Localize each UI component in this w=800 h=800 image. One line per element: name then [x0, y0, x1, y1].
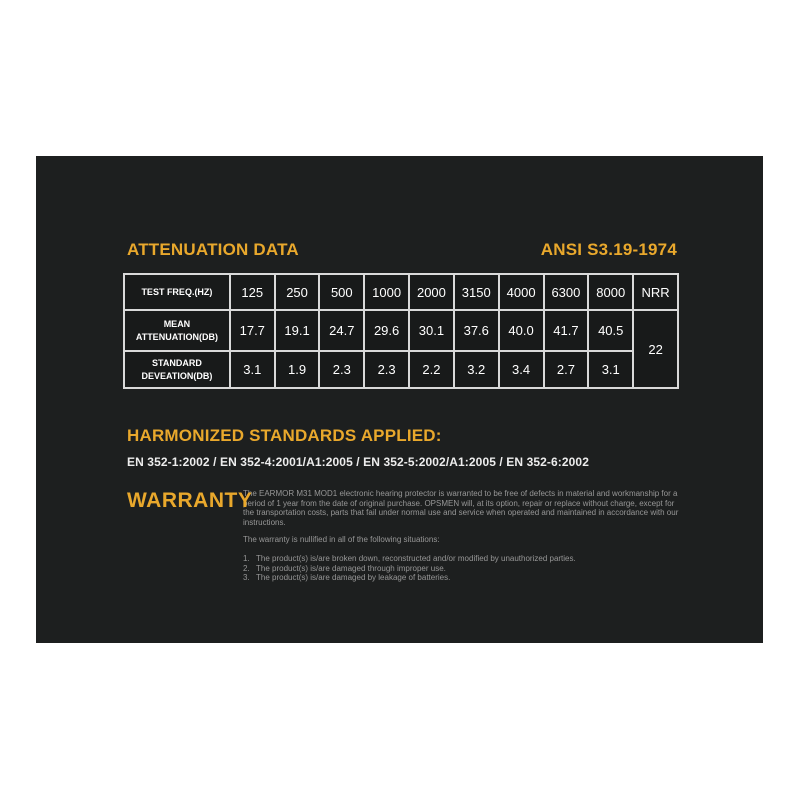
table-mean-value-cell: 24.7 [319, 310, 364, 351]
table-freq-header-cell: 8000 [588, 274, 633, 310]
table-mean-value-cell: 29.6 [364, 310, 409, 351]
warranty-list-item [243, 554, 679, 564]
table-std-value-cell: 2.3 [319, 351, 364, 388]
table-freq-header-cell: 2000 [409, 274, 454, 310]
table-freq-header-cell: 6300 [544, 274, 589, 310]
table-mean-row-label: MEAN ATTENUATION(DB) [124, 310, 230, 351]
ansi-standard-label: ANSI S3.19-1974 [540, 240, 677, 259]
table-freq-header-cell: 250 [275, 274, 320, 310]
table-nrr-header-cell: NRR [633, 274, 678, 310]
table-freq-header-cell: 500 [319, 274, 364, 310]
table-mean-value-cell: 41.7 [544, 310, 589, 351]
table-std-value-cell: 3.1 [230, 351, 275, 388]
attenuation-table-body [124, 274, 678, 388]
table-mean-value-cell: 19.1 [275, 310, 320, 351]
table-mean-value-cell: 17.7 [230, 310, 275, 351]
warranty-nullified-intro: The warranty is nullified in all of the following situations: [243, 535, 440, 545]
warranty-item-text: The product(s) is/are damaged through improper use. [256, 563, 446, 573]
warranty-list-item [243, 564, 679, 574]
table-freq-header-cell: 125 [230, 274, 275, 310]
spec-content [123, 240, 679, 583]
warranty-item-number: 2. [243, 563, 250, 573]
table-std-value-cell: 2.3 [364, 351, 409, 388]
table-std-value-cell: 1.9 [275, 351, 320, 388]
warranty-paragraph: The EARMOR M31 MOD1 electronic hearing protector is warranted to be free of defects in material and workmanship for a period of 1 year from the date of original purchase. OPSMEN will, at its option, repair or replace without charge, except for the transportation costs, parts that fail under normal use and service when operated and maintained in accordance with our instructions. [243, 489, 679, 527]
attenuation-title: ATTENUATION DATA [127, 240, 299, 259]
warranty-body [243, 489, 679, 583]
table-freq-header-cell: 3150 [454, 274, 499, 310]
table-freq-row-label: TEST FREQ.(HZ) [124, 274, 230, 310]
warranty-item-number: 1. [243, 553, 250, 563]
spec-panel [36, 156, 763, 643]
table-mean-value-cell: 37.6 [454, 310, 499, 351]
warranty-item-text: The product(s) is/are broken down, reconstructed and/or modified by unauthorized parties. [256, 553, 576, 563]
warranty-list-item [243, 573, 679, 583]
table-std-value-cell: 3.2 [454, 351, 499, 388]
table-std-value-cell: 2.2 [409, 351, 454, 388]
table-std-value-cell: 3.4 [499, 351, 544, 388]
table-freq-header-cell: 1000 [364, 274, 409, 310]
table-nrr-value-cell: 22 [633, 310, 678, 388]
warranty-item-text: The product(s) is/are damaged by leakage of batteries. [256, 573, 451, 583]
attenuation-header-row [123, 240, 679, 260]
warranty-item-number: 3. [243, 573, 250, 583]
harmonized-standards-title: HARMONIZED STANDARDS APPLIED: [127, 426, 442, 445]
warranty-title: WARRANTY [127, 489, 253, 512]
en-standards-line: EN 352-1:2002 / EN 352-4:2001/A1:2005 / EN 352-5:2002/A1:2005 / EN 352-6:2002 [127, 455, 589, 469]
table-std-row [124, 351, 678, 388]
table-mean-value-cell: 40.5 [588, 310, 633, 351]
attenuation-table [123, 273, 679, 389]
table-freq-header-cell: 4000 [499, 274, 544, 310]
warranty-section [123, 489, 679, 583]
table-mean-row [124, 310, 678, 351]
table-header-row [124, 274, 678, 310]
table-std-value-cell: 2.7 [544, 351, 589, 388]
table-mean-value-cell: 40.0 [499, 310, 544, 351]
table-std-value-cell: 3.1 [588, 351, 633, 388]
table-mean-value-cell: 30.1 [409, 310, 454, 351]
table-std-row-label: STANDARD DEVEATION(DB) [124, 351, 230, 388]
warranty-list [243, 554, 679, 583]
